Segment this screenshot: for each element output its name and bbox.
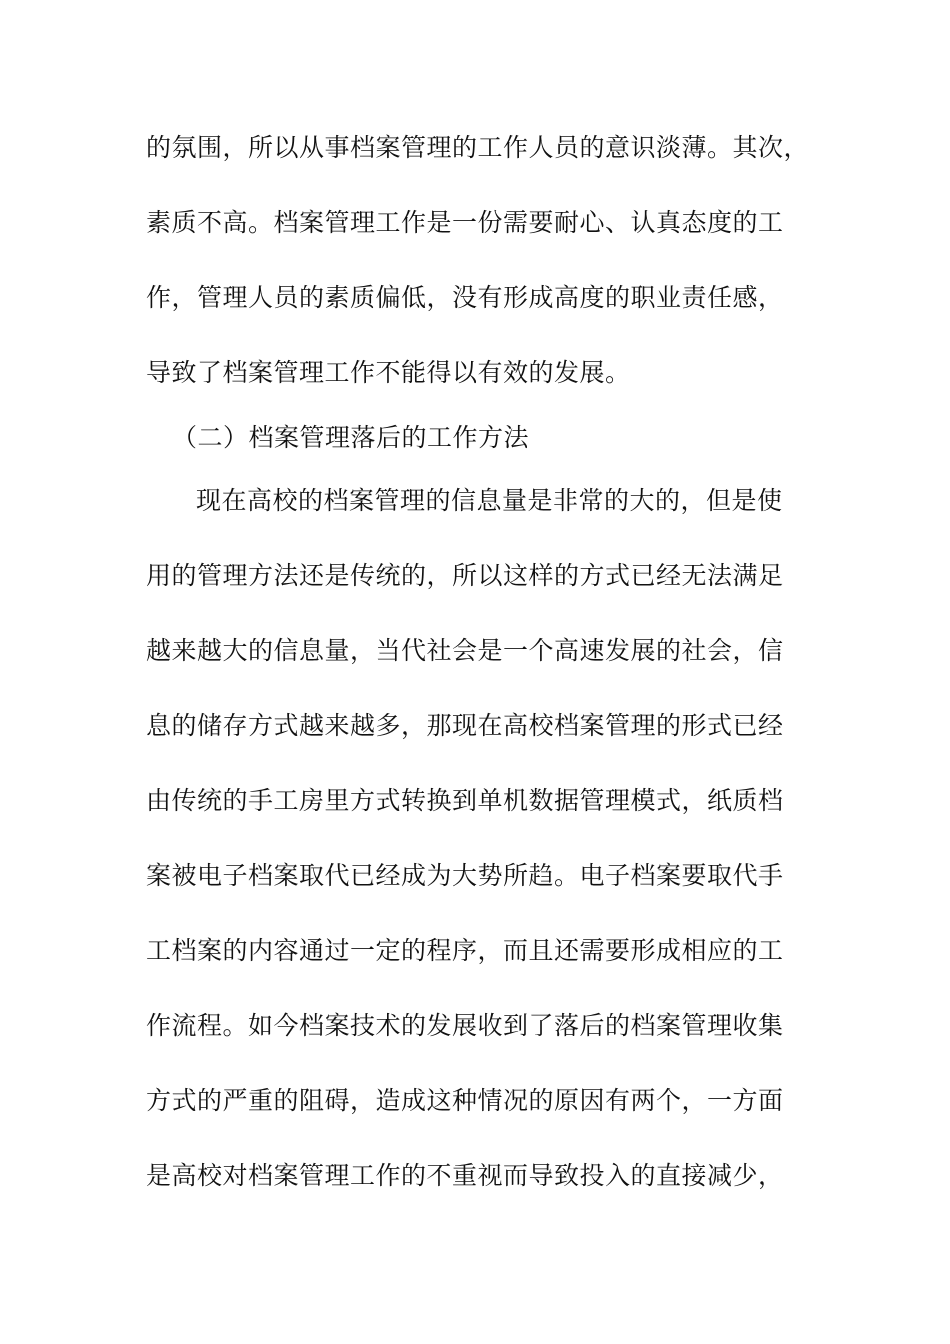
paragraph-line: 现在高校的档案管理的信息量是非常的大的，但是使 (196, 486, 783, 515)
paragraph-line: 案被电子档案取代已经成为大势所趋。电子档案要取代手 (146, 861, 784, 890)
paragraph-line: 导致了档案管理工作不能得以有效的发展。 (146, 358, 631, 387)
paragraph-line: 作，管理人员的素质偏低，没有形成高度的职业责任感， (146, 283, 784, 312)
paragraph-line: 用的管理方法还是传统的，所以这样的方式已经无法满足 (146, 561, 784, 590)
section-heading: （二）档案管理落后的工作方法 (172, 423, 530, 452)
paragraph-line: 息的储存方式越来越多，那现在高校档案管理的形式已经 (146, 711, 784, 740)
paragraph-line: 方式的严重的阻碍，造成这种情况的原因有两个，一方面 (146, 1086, 784, 1115)
paragraph-line: 是高校对档案管理工作的不重视而导致投入的直接减少， (146, 1161, 784, 1190)
paragraph-line: 的氛围，所以从事档案管理的工作人员的意识淡薄。其次， (146, 133, 810, 162)
paragraph-line: 越来越大的信息量，当代社会是一个高速发展的社会，信 (146, 636, 784, 665)
paragraph-line: 作流程。如今档案技术的发展收到了落后的档案管理收集 (146, 1011, 784, 1040)
paragraph-line: 工档案的内容通过一定的程序，而且还需要形成相应的工 (146, 936, 784, 965)
paragraph-line: 由传统的手工房里方式转换到单机数据管理模式，纸质档 (146, 786, 784, 815)
paragraph-line: 素质不高。档案管理工作是一份需要耐心、认真态度的工 (146, 208, 784, 237)
